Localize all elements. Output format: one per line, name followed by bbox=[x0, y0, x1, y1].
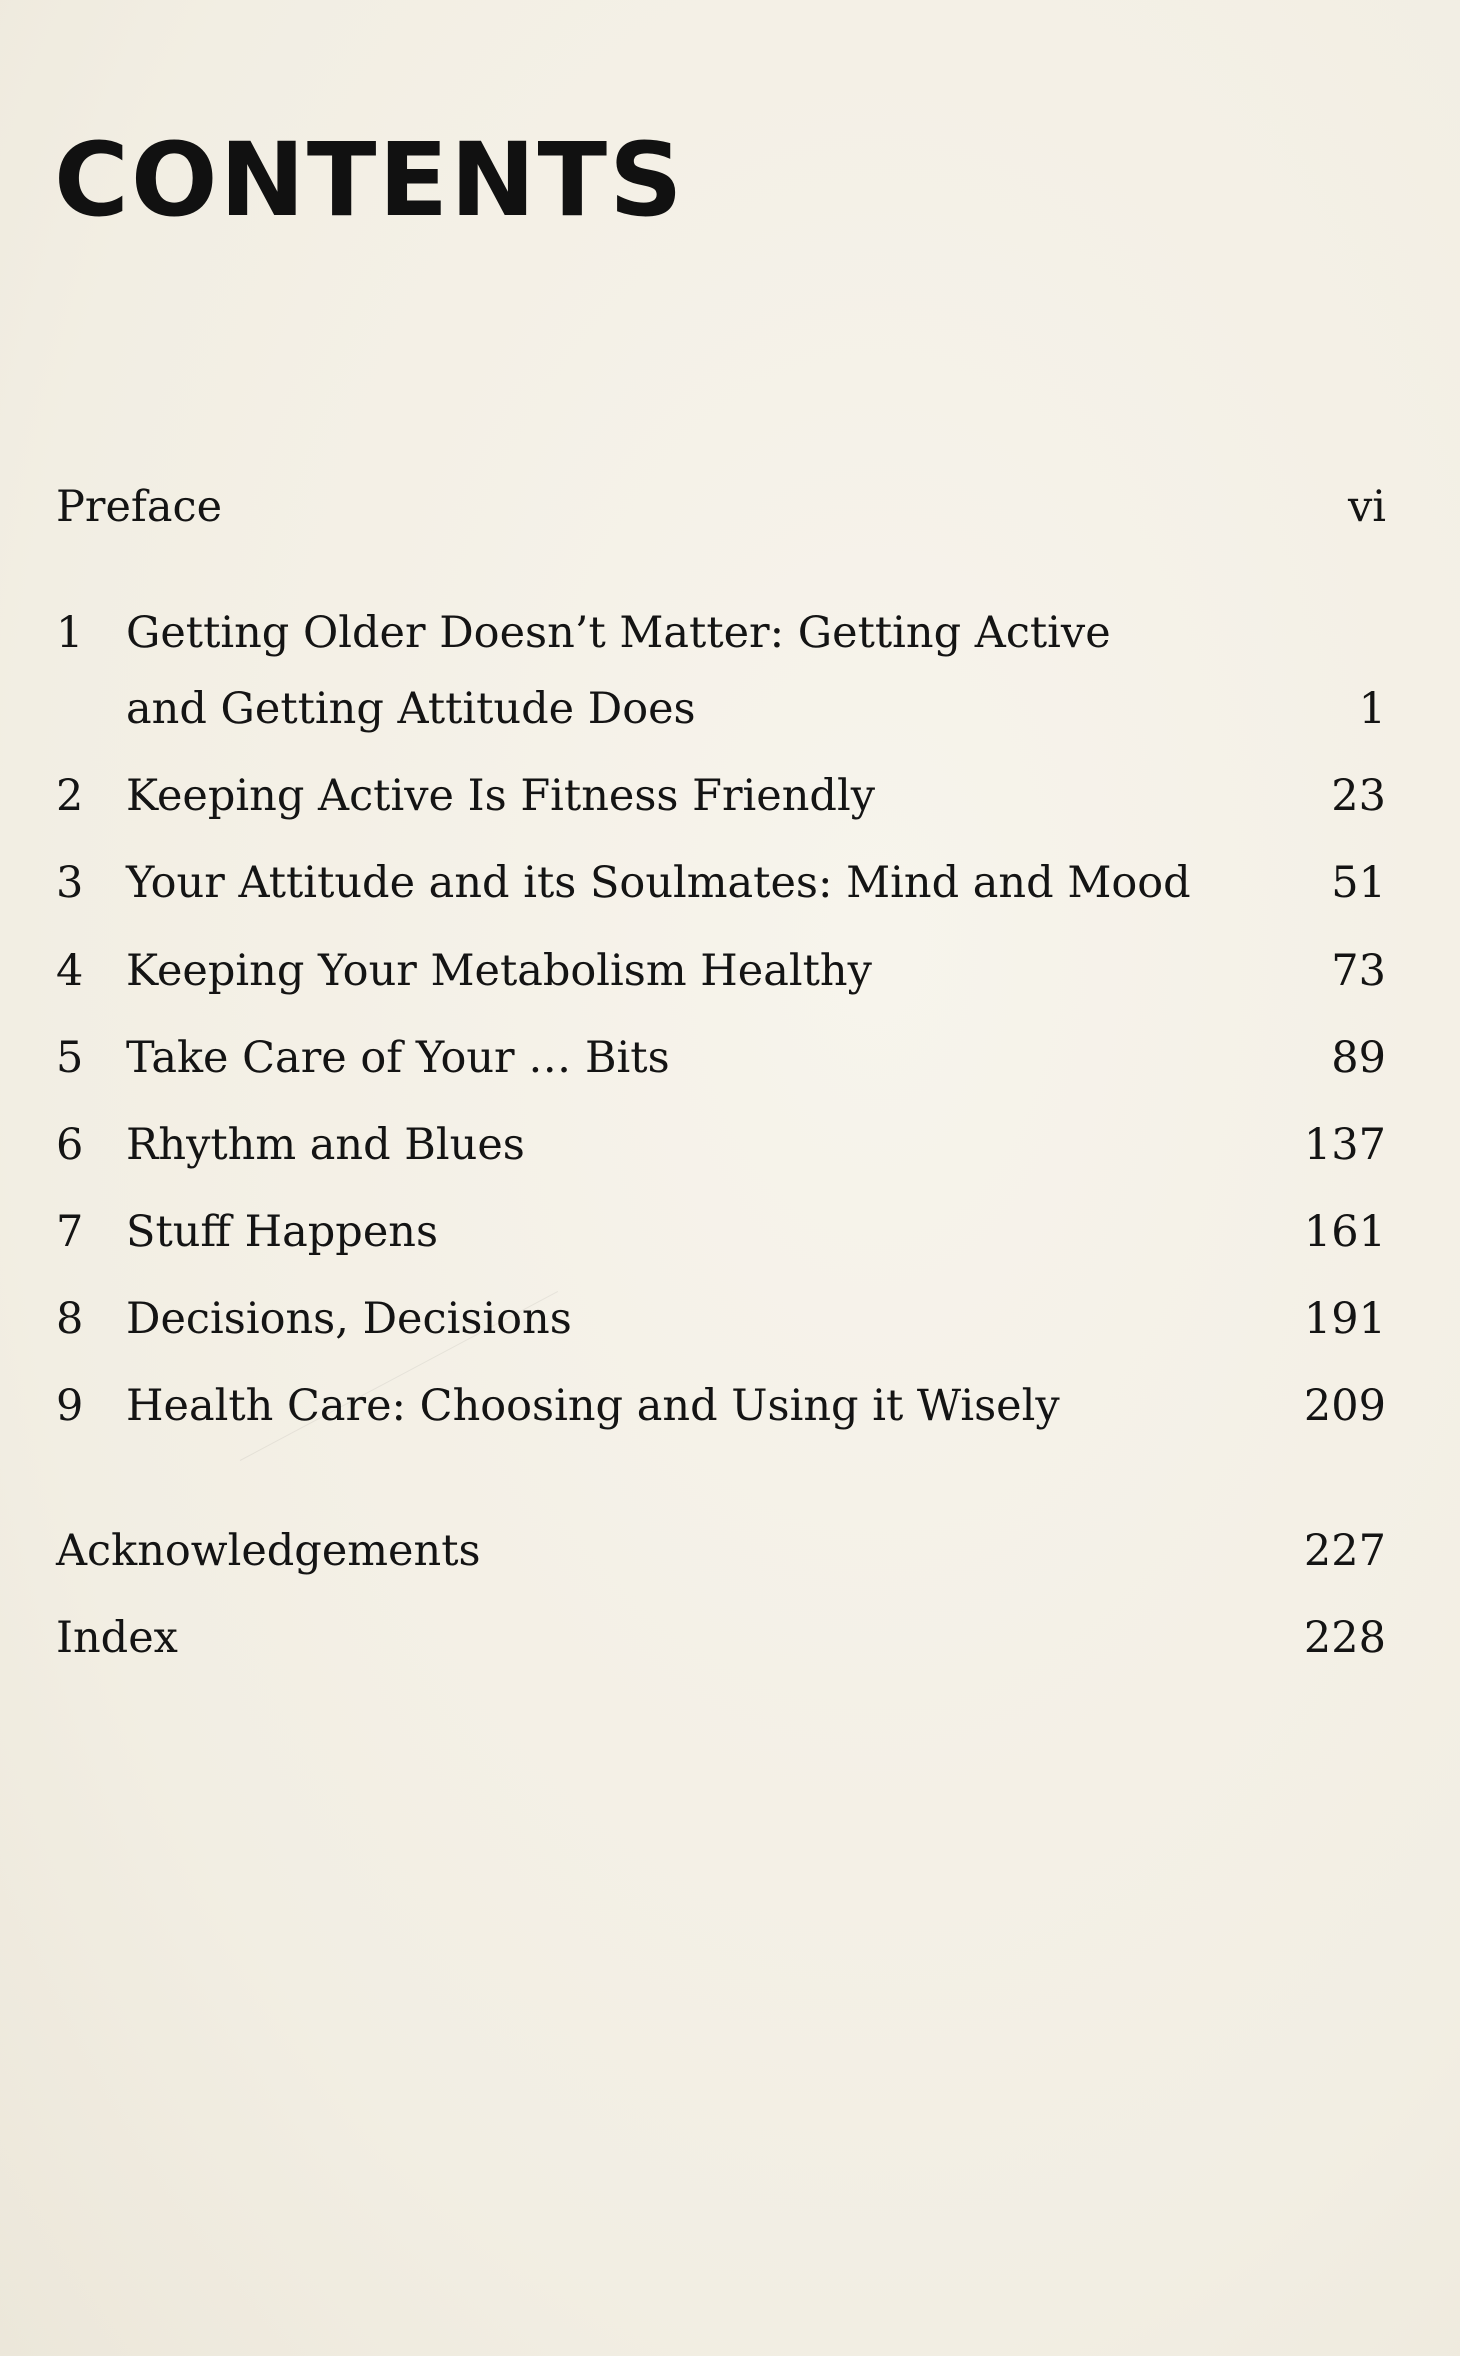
toc-entry-number: 6 bbox=[56, 1120, 84, 1170]
toc-entry-number: 9 bbox=[56, 1381, 84, 1431]
toc-entry-page: 228 bbox=[1303, 1613, 1386, 1663]
toc-entry-label: Preface bbox=[56, 482, 223, 532]
toc-entry-page: 227 bbox=[1303, 1526, 1386, 1576]
toc-entry-page: 73 bbox=[1331, 946, 1386, 996]
toc-entry-page: 191 bbox=[1303, 1294, 1386, 1344]
toc-entry-page: 137 bbox=[1303, 1120, 1386, 1170]
toc-entry-number: 7 bbox=[56, 1207, 84, 1257]
toc-entry-page: 23 bbox=[1331, 771, 1386, 821]
toc-entry-page: 209 bbox=[1303, 1381, 1386, 1431]
toc-entry-label: Stuff Happens bbox=[126, 1207, 439, 1257]
toc-entry-page: 51 bbox=[1331, 858, 1386, 908]
toc-entry-label: Your Attitude and its Soulmates: Mind and Mood bbox=[126, 858, 1191, 908]
toc-entry-label: Rhythm and Blues bbox=[126, 1120, 525, 1170]
toc-entry-label: Acknowledgements bbox=[56, 1526, 481, 1576]
toc-entry-label: Getting Older Doesn’t Matter: Getting Active bbox=[126, 608, 1111, 658]
toc-entry-number: 4 bbox=[56, 946, 84, 996]
toc-entry-page: vi bbox=[1347, 482, 1386, 532]
toc-entry-label: Keeping Active Is Fitness Friendly bbox=[126, 771, 875, 821]
toc-entry-page: 1 bbox=[1358, 684, 1386, 734]
toc-entry-label: Keeping Your Metabolism Healthy bbox=[126, 946, 872, 996]
page-title: CONTENTS bbox=[54, 121, 685, 240]
toc-entry-label: Index bbox=[56, 1613, 178, 1663]
toc-entry-label: Health Care: Choosing and Using it Wisely bbox=[126, 1381, 1060, 1431]
toc-entry-number: 3 bbox=[56, 858, 84, 908]
toc-entry-number: 8 bbox=[56, 1294, 84, 1344]
toc-entry-number: 5 bbox=[56, 1033, 84, 1083]
toc-entry-page: 161 bbox=[1303, 1207, 1386, 1257]
toc-entry-number: 1 bbox=[56, 608, 84, 658]
toc-entry-label-continued: and Getting Attitude Does bbox=[126, 684, 696, 734]
toc-entry-label: Decisions, Decisions bbox=[126, 1294, 572, 1344]
toc-entry-label: Take Care of Your … Bits bbox=[126, 1033, 670, 1083]
toc-entry-number: 2 bbox=[56, 771, 84, 821]
toc-entry-page: 89 bbox=[1331, 1033, 1386, 1083]
